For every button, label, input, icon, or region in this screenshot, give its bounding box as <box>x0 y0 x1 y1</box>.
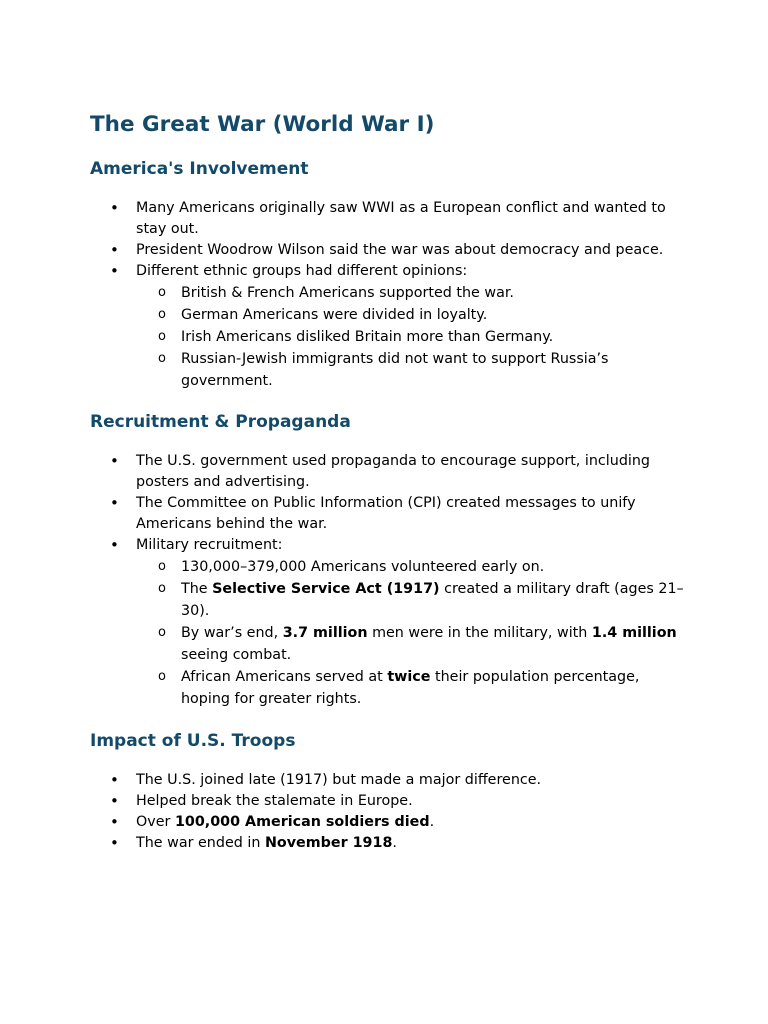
sub-list <box>136 282 690 392</box>
list-item: • Military recruitment: o 130,000–379,000 Americans volunteered early on. o The Selective Service Act (1917) created a military draft (ages 21–30). o By war’s end, 3.7 million men were in the military, with 1.4 million seeing combat. o African Americans served at twice their population percentage, hoping for greater rights. <box>90 535 690 710</box>
list-item: • The U.S. joined late (1917) but made a major difference. <box>90 770 690 791</box>
list-item: • The war ended in November 1918. <box>90 833 690 854</box>
sub-list-item: o Irish Americans disliked Britain more than Germany. <box>136 326 690 348</box>
section-heading-impact-of-us-troops: Impact of U.S. Troops <box>90 731 296 751</box>
sub-list-item: o Russian-Jewish immigrants did not want to support Russia’s government. <box>136 348 690 392</box>
list-item: • Many Americans originally saw WWI as a European conflict and wanted to stay out. <box>90 198 690 240</box>
bullet-list <box>90 451 690 710</box>
list-item: • Different ethnic groups had different opinions: o British & French Americans supported the war. o German Americans were divided in loyalty. o Irish Americans disliked Britain more than Germany. o Russian-Jewish immigrants did not want to support Russia’s government. <box>90 261 690 392</box>
list-item: • The U.S. government used propaganda to encourage support, including posters and advertising. <box>90 451 690 493</box>
sub-list-item: o British & French Americans supported the war. <box>136 282 690 304</box>
sub-list-item: o The Selective Service Act (1917) created a military draft (ages 21–30). <box>136 578 690 622</box>
sub-list-item: o African Americans served at twice their population percentage, hoping for greater rights. <box>136 666 690 710</box>
list-item: • The Committee on Public Information (CPI) created messages to unify Americans behind the war. <box>90 493 690 535</box>
list-item: • President Woodrow Wilson said the war was about democracy and peace. <box>90 240 690 261</box>
document-page <box>90 108 690 854</box>
list-item: • Helped break the stalemate in Europe. <box>90 791 690 812</box>
section-heading-recruitment-propaganda: Recruitment & Propaganda <box>90 412 351 432</box>
sub-list <box>136 556 690 710</box>
bullet-list <box>90 770 690 854</box>
section-heading-americas-involvement: America's Involvement <box>90 159 309 179</box>
page-title: The Great War (World War I) <box>90 112 435 137</box>
bullet-list <box>90 198 690 392</box>
sub-list-item: o By war’s end, 3.7 million men were in the military, with 1.4 million seeing combat. <box>136 622 690 666</box>
sub-list-item: o German Americans were divided in loyalty. <box>136 304 690 326</box>
sub-list-item: o 130,000–379,000 Americans volunteered early on. <box>136 556 690 578</box>
list-item: • Over 100,000 American soldiers died. <box>90 812 690 833</box>
